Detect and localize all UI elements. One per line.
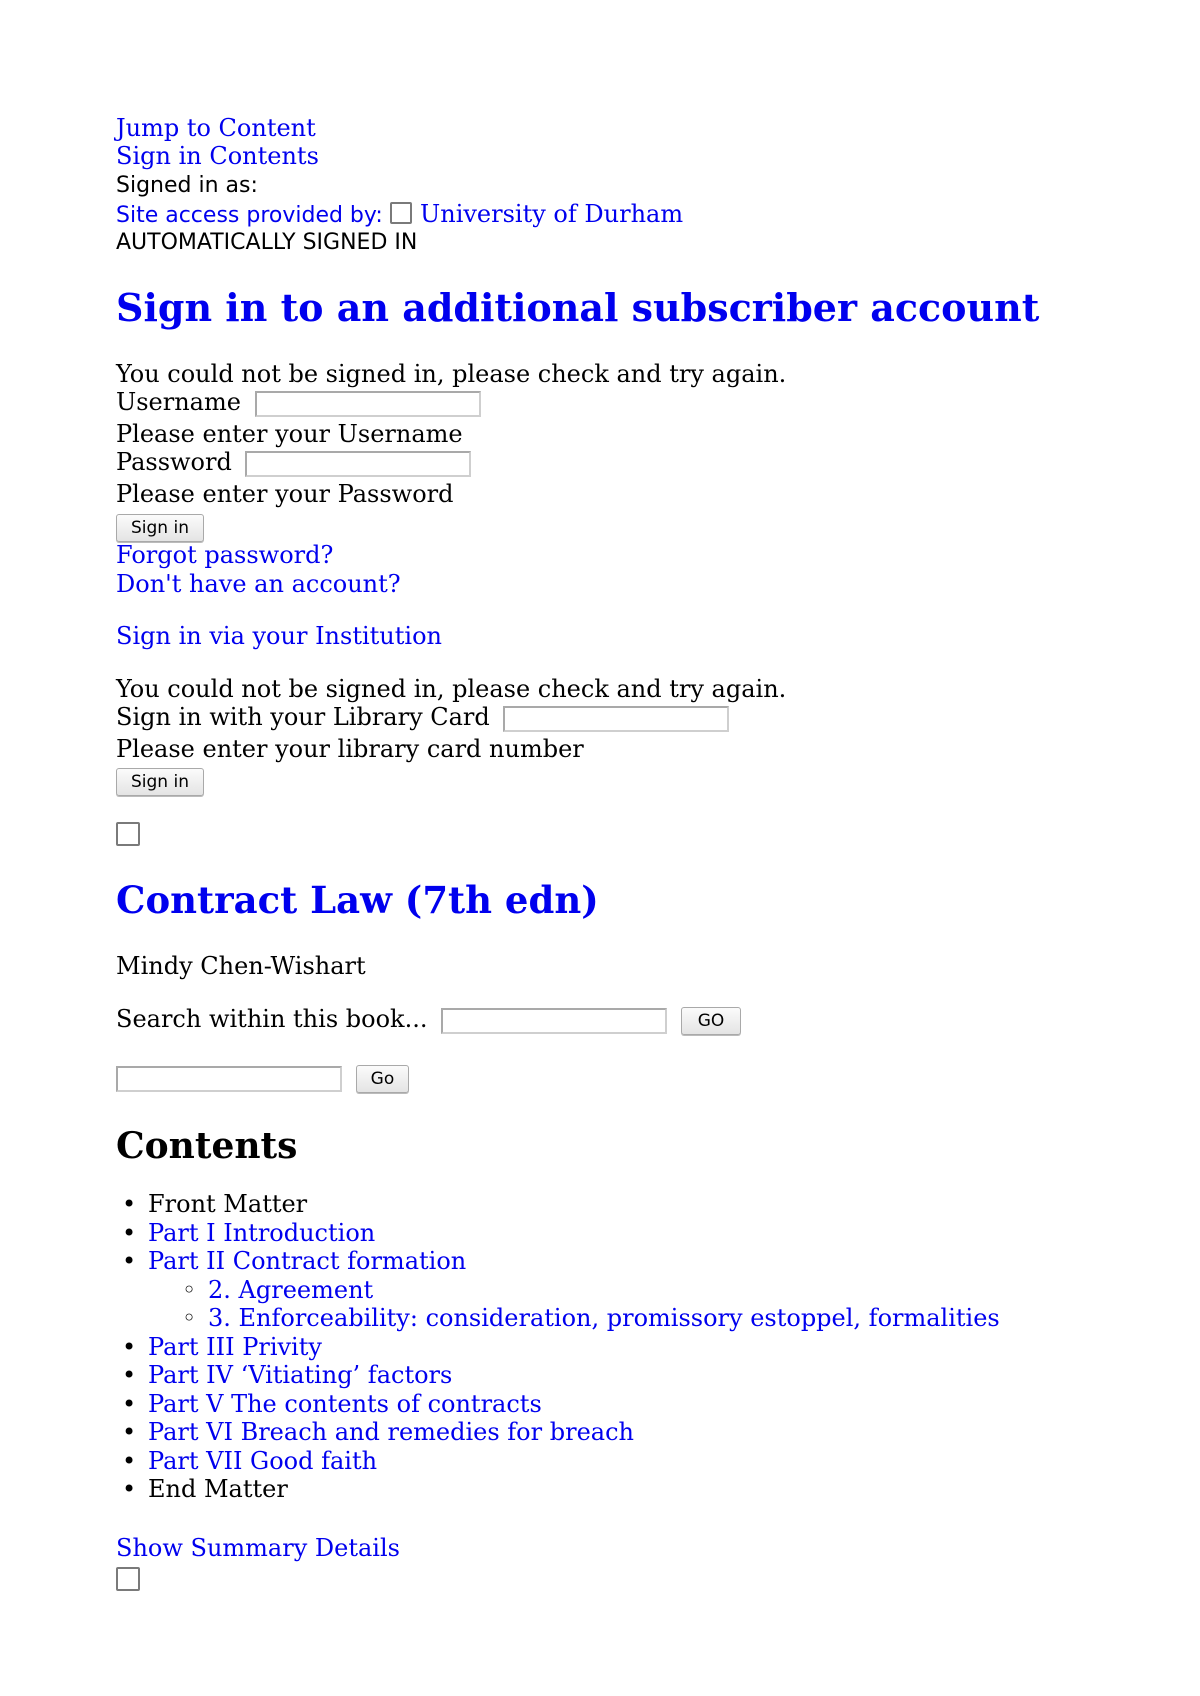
subscriber-sign-in-button[interactable]: Sign in — [116, 514, 204, 542]
library-signin-button-row — [116, 766, 204, 796]
library-error-message: You could not be signed in, please check and try again. — [116, 675, 787, 703]
toc-link-part3[interactable]: Part III Privity — [148, 1332, 322, 1361]
forgot-password-link[interactable]: Forgot password? — [116, 541, 334, 569]
library-card-hint: Please enter your library card number — [116, 735, 584, 763]
username-hint: Please enter your Username — [116, 420, 463, 448]
toc-link-ch3[interactable]: 3. Enforceability: consideration, promissory estoppel, formalities — [208, 1304, 1000, 1332]
library-sign-in-button[interactable]: Sign in — [116, 768, 204, 796]
book-search-label: Search within this book... — [116, 1005, 428, 1033]
subscriber-signin-heading[interactable]: Sign in to an additional subscriber account — [116, 285, 1040, 330]
show-summary-row — [116, 1534, 400, 1562]
institution-image-placeholder — [390, 202, 412, 224]
jump-to-content-row — [116, 114, 316, 142]
book-cover-image-placeholder — [116, 822, 140, 846]
institution-signin-link[interactable]: Sign in via your Institution — [116, 622, 442, 650]
contents-link[interactable]: Contents — [209, 142, 319, 170]
toc-link-ch2[interactable]: 2. Agreement — [208, 1275, 374, 1304]
institution-signin-row — [116, 622, 442, 650]
secondary-search-row — [116, 1063, 409, 1093]
placeholder-row — [116, 818, 140, 846]
institution-link[interactable]: University of Durham — [420, 200, 684, 228]
toc-link-part6[interactable]: Part VI Breach and remedies for breach — [148, 1418, 634, 1446]
subscriber-signin-button-row — [116, 512, 204, 542]
register-link[interactable]: Don't have an account? — [116, 570, 401, 598]
site-access-label[interactable]: Site access provided by: — [116, 203, 383, 228]
toc-link-part7[interactable]: Part VII Good faith — [148, 1446, 378, 1475]
subscriber-error-message: You could not be signed in, please check and try again. — [116, 360, 787, 388]
toc-item-part7 — [148, 1447, 1000, 1476]
book-search-input[interactable] — [441, 1008, 667, 1034]
secondary-search-input[interactable] — [116, 1066, 342, 1092]
password-hint: Please enter your Password — [116, 480, 454, 508]
toc-part2-chapters — [148, 1276, 1000, 1333]
toc-item-part5 — [148, 1390, 1000, 1419]
library-card-label: Sign in with your Library Card — [116, 703, 490, 731]
toc-item-ch3 — [208, 1304, 1000, 1333]
nav-links-row — [116, 142, 319, 170]
toc-item-part2 — [148, 1247, 1000, 1333]
book-search-go-button[interactable]: GO — [681, 1007, 742, 1035]
toc-link-part4[interactable]: Part IV ‘Vitiating’ factors — [148, 1361, 453, 1389]
password-row — [116, 448, 471, 477]
toc-item-front-matter — [148, 1190, 1000, 1219]
toc-item-part1 — [148, 1219, 1000, 1248]
sign-in-link[interactable]: Sign in — [116, 142, 202, 170]
library-card-row — [116, 703, 729, 732]
username-label: Username — [116, 388, 241, 416]
toc-label-front-matter: Front Matter — [148, 1190, 308, 1218]
no-account-row — [116, 570, 401, 598]
site-access-row — [116, 200, 683, 230]
toc-item-end-matter — [148, 1475, 1000, 1504]
library-card-input[interactable] — [503, 706, 729, 732]
username-input[interactable] — [255, 391, 481, 417]
book-search-row — [116, 1005, 741, 1035]
signed-in-as-label: Signed in as: — [116, 173, 258, 198]
summary-image-placeholder — [116, 1567, 140, 1591]
username-row — [116, 388, 481, 417]
summary-checkbox-row — [116, 1563, 140, 1591]
book-author: Mindy Chen-Wishart — [116, 952, 366, 980]
toc-label-end-matter: End Matter — [148, 1475, 288, 1503]
toc-item-part4 — [148, 1361, 1000, 1390]
toc-link-part5[interactable]: Part V The contents of contracts — [148, 1389, 542, 1418]
forgot-password-row — [116, 541, 333, 569]
toc-item-part3 — [148, 1333, 1000, 1362]
show-summary-details-link[interactable]: Show Summary Details — [116, 1534, 400, 1562]
toc-item-ch2 — [208, 1276, 1000, 1305]
jump-to-content-link[interactable]: Jump to Content — [116, 114, 316, 142]
toc-item-part6 — [148, 1418, 1000, 1447]
password-label: Password — [116, 448, 232, 476]
secondary-go-button[interactable]: Go — [356, 1065, 410, 1093]
toc-link-part1[interactable]: Part I Introduction — [148, 1218, 376, 1247]
contents-heading: Contents — [116, 1125, 298, 1167]
auto-signed-in-label: AUTOMATICALLY SIGNED IN — [116, 230, 418, 255]
toc-link-part2[interactable]: Part II Contract formation — [148, 1247, 467, 1275]
password-input[interactable] — [245, 451, 471, 477]
table-of-contents — [116, 1190, 1000, 1504]
book-title[interactable]: Contract Law (7th edn) — [116, 878, 599, 922]
